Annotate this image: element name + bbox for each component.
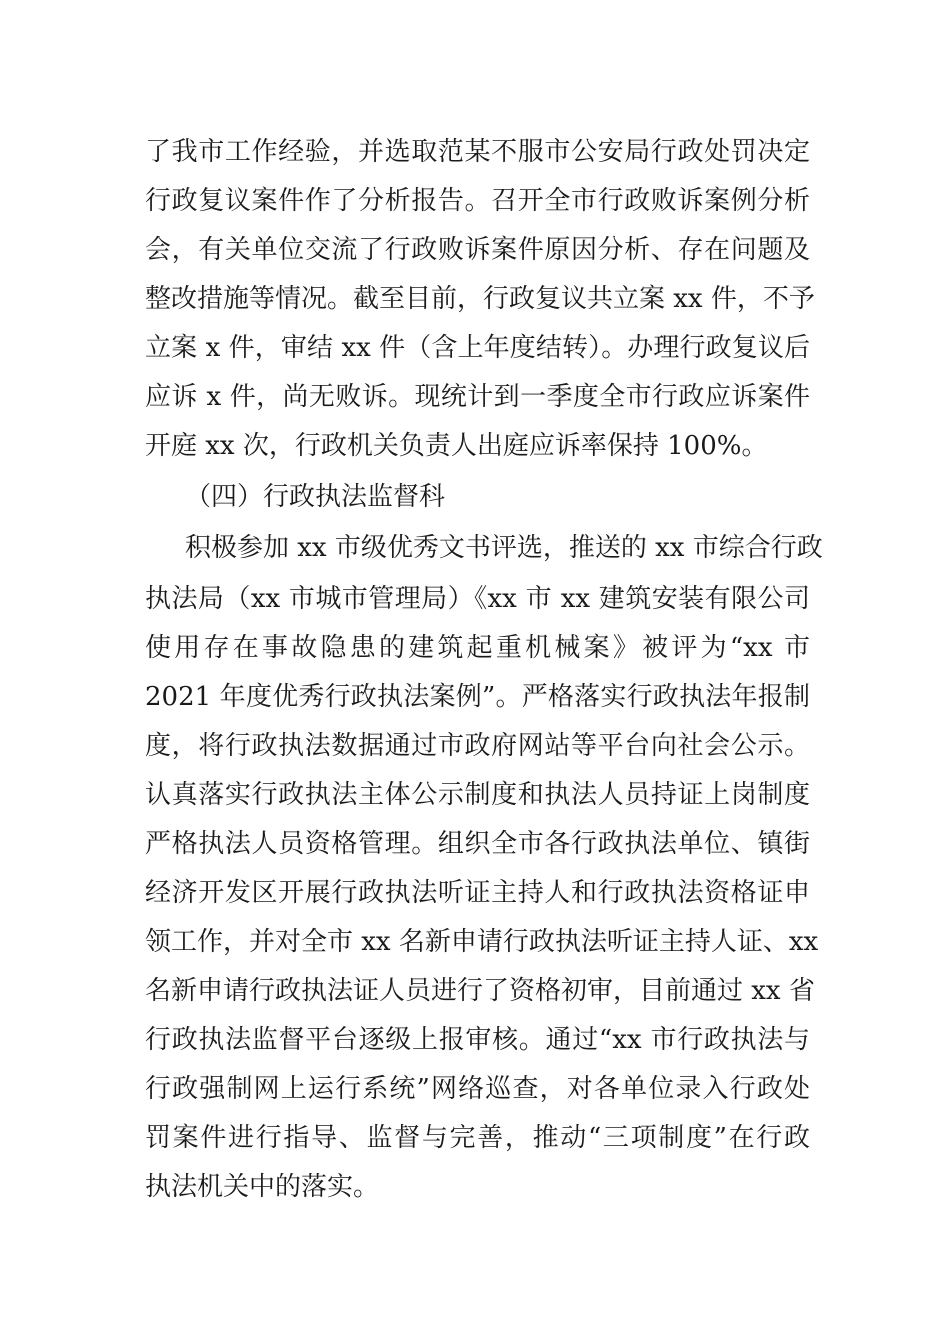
paragraph-2-line-13: 罚案件进行指导、监督与完善，推动“三项制度”在行政 — [145, 1123, 810, 1153]
section-heading: （四）行政执法监督科 — [185, 482, 446, 512]
paragraph-1-line-6: 应诉 x 件，尚无败诉。现统计到一季度全市行政应诉案件 — [145, 382, 810, 412]
paragraph-2-line-3: 使用存在事故隐患的建筑起重机械案》被评为“xx 市 — [145, 633, 810, 663]
paragraph-2-line-10: 名新申请行政执法证人员进行了资格初审，目前通过 xx 省 — [145, 976, 815, 1006]
paragraph-2-line-5: 度，将行政执法数据通过市政府网站等平台向社会公示。 — [145, 731, 810, 761]
paragraph-2-line-1: 积极参加 xx 市级优秀文书评选，推送的 xx 市综合行政 — [185, 533, 823, 563]
paragraph-1-line-3: 会，有关单位交流了行政败诉案件原因分析、存在问题及 — [145, 235, 810, 265]
paragraph-1-line-5: 立案 x 件，审结 xx 件（含上年度结转）。办理行政复议后 — [145, 333, 810, 363]
paragraph-2-line-8: 经济开发区开展行政执法听证主持人和行政执法资格证申 — [145, 878, 810, 908]
paragraph-2-line-2: 执法局（xx 市城市管理局）《xx 市 xx 建筑安装有限公司 — [145, 584, 810, 614]
paragraph-1-line-7: 开庭 xx 次，行政机关负责人出庭应诉率保持 100%。 — [145, 431, 768, 461]
paragraph-1-line-4: 整改措施等情况。截至目前，行政复议共立案 xx 件，不予 — [145, 284, 815, 314]
paragraph-2-line-11: 行政执法监督平台逐级上报审核。通过“xx 市行政执法与 — [145, 1025, 810, 1055]
paragraph-1-line-1: 了我市工作经验，并选取范某不服市公安局行政处罚决定 — [145, 137, 810, 167]
paragraph-2-line-9: 领工作，并对全市 xx 名新申请行政执法听证主持人证、xx — [145, 927, 819, 957]
paragraph-2-line-4: 2021 年度优秀行政执法案例”。严格落实行政执法年报制 — [145, 682, 810, 712]
paragraph-2-line-6: 认真落实行政执法主体公示制度和执法人员持证上岗制度 — [145, 780, 810, 810]
paragraph-2-line-7: 严格执法人员资格管理。组织全市各行政执法单位、镇街 — [145, 829, 810, 859]
paragraph-2-line-14: 执法机关中的落实。 — [145, 1172, 380, 1202]
document-body — [145, 128, 823, 1218]
paragraph-2-line-12: 行政强制网上运行系统”网络巡查，对各单位录入行政处 — [145, 1074, 810, 1104]
paragraph-1-line-2: 行政复议案件作了分析报告。召开全市行政败诉案例分析 — [145, 186, 810, 216]
